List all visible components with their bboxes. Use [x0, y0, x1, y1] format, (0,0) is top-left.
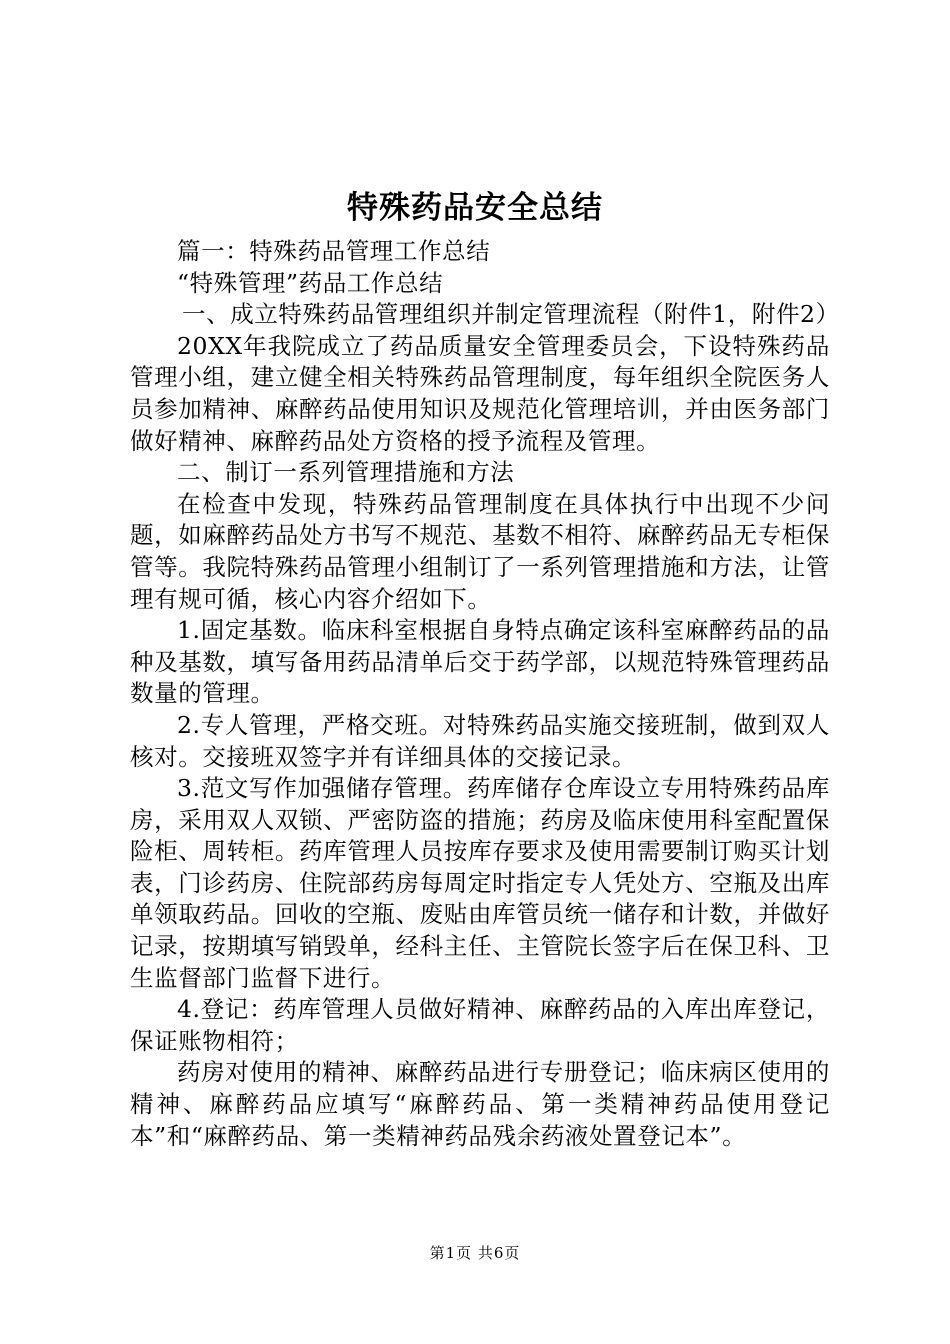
paragraph: 3.范文写作加强储存管理。药库储存仓库设立专用特殊药品库房，采用双人双锁、严密防盗的措施；药房及临床使用科室配置保险柜、周转柜。药库管理人员按库存要求及使用需要制订购买计划表，门诊药房、住院部药房每周定时指定专人凭处方、空瓶及出库单领取药品。回收的空瓶、废贴由库管员统一储存和计数，并做好记录，按期填写销毁单，经科主任、主管院长签字后在保卫科、卫生监督部门监督下进行。 [130, 774, 830, 992]
page-title: 特殊药品安全总结 [347, 190, 603, 226]
paragraph: 在检查中发现，特殊药品管理制度在具体执行中出现不少问题，如麻醉药品处方书写不规范、基数不相符、麻醉药品无专柜保管等。我院特殊药品管理小组制订了一系列管理措施和方法，让管理有规可循，核心内容介绍如下。 [130, 489, 830, 613]
section-heading: 篇一：特殊药品管理工作总结 [177, 237, 491, 265]
paragraph: 二、制订一系列管理措施和方法 [177, 458, 515, 487]
document-body [130, 236, 840, 1152]
paragraph: 20XX年我院成立了药品质量安全管理委员会，下设特殊药品管理小组，建立健全相关特殊药品管理制度，每年组织全院医务人员参加精神、麻醉药品使用知识及规范化管理培训，并由医务部门做好精神、麻醉药品处方资格的授予流程及管理。 [130, 331, 830, 455]
paragraph: 一、成立特殊药品管理组织并制定管理流程（附件1，附件2） [182, 300, 840, 329]
paragraph: 4.登记：药库管理人员做好精神、麻醉药品的入库出库登记，保证账物相符； [130, 995, 830, 1055]
paragraph: 1.固定基数。临床科室根据自身特点确定该科室麻醉药品的品种及基数，填写备用药品清单后交于药学部，以规范特殊管理药品数量的管理。 [130, 616, 830, 708]
paragraph: 药房对使用的精神、麻醉药品进行专册登记；临床病区使用的精神、麻醉药品应填写“麻醉药品、第一类精神药品使用登记本”和“麻醉药品、第一类精神药品残余药液处置登记本”。 [130, 1058, 830, 1150]
subsection-heading: “特殊管理”药品工作总结 [177, 268, 444, 297]
paragraph: 2.专人管理，严格交班。对特殊药品实施交接班制，做到双人核对。交接班双签字并有详细具体的交接记录。 [130, 710, 830, 771]
page-footer: 第1页 共6页 [429, 1244, 521, 1262]
